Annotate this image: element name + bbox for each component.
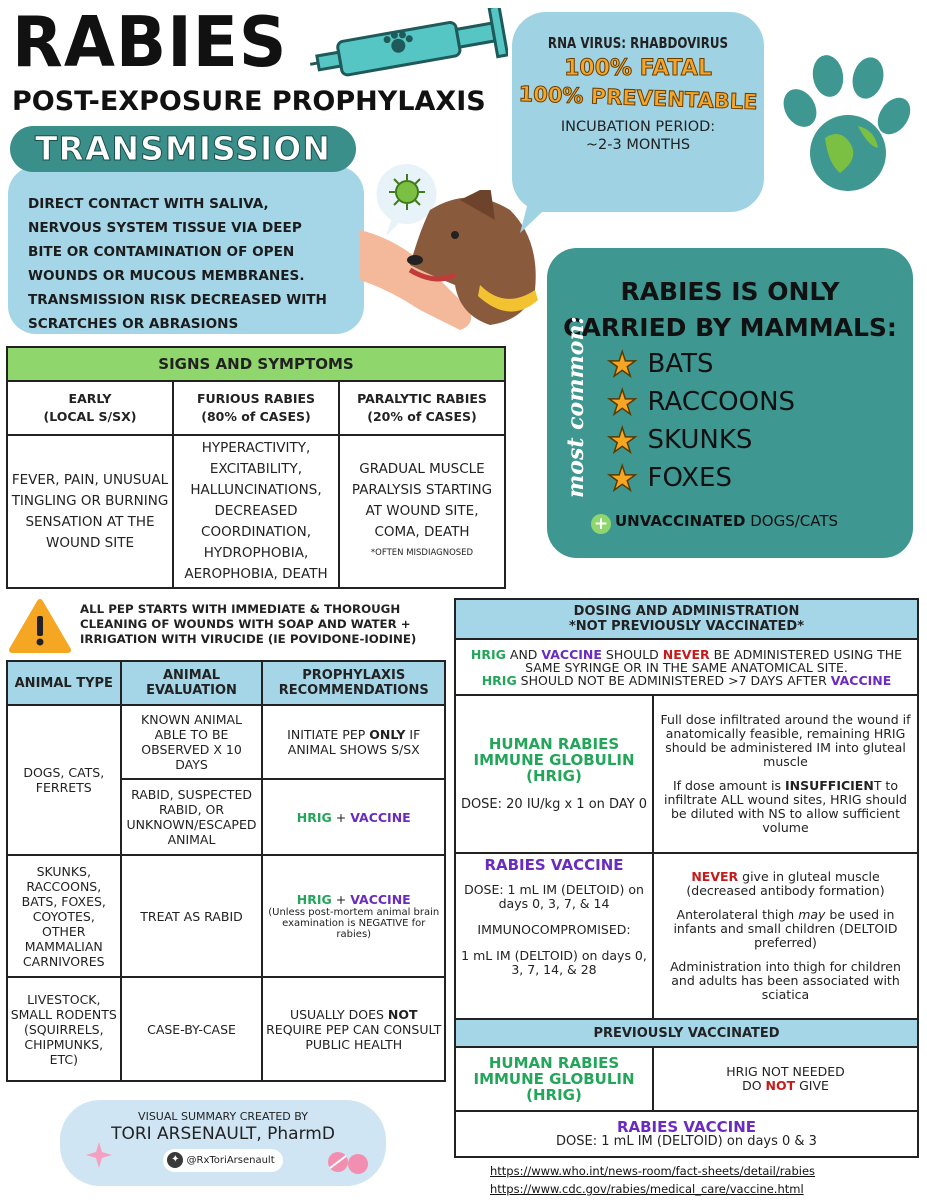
animal-eval-known: KNOWN ANIMAL ABLE TO BE OBSERVED X 10 DAYS <box>121 705 263 779</box>
mammals-heading-line1: RABIES IS ONLY <box>620 277 840 306</box>
animal-eval-header: ANIMAL EVALUATION <box>121 661 263 705</box>
signs-early-body: FEVER, PAIN, UNUSUAL TINGLING OR BURNING SENSATION AT THE WOUND SITE <box>7 435 173 588</box>
vaccine-name: RABIES VACCINE <box>484 856 624 874</box>
animal-table <box>6 660 446 1082</box>
vaccine-notes: NEVER give in gluteal muscle (decreased antibody formation) Anterolateral thigh may be used in infants and small children (DELTOID preferred) Administration into thigh for children and adults has been associated with sciatica <box>653 853 918 1019</box>
transmission-box <box>8 166 364 334</box>
prev-vaccine-dose: DOSE: 1 mL IM (DELTOID) on days 0 & 3 <box>556 1134 817 1149</box>
incubation-label: INCUBATION PERIOD: <box>560 118 716 135</box>
fatal-stat: 100% FATAL <box>564 56 712 81</box>
dosing-table <box>454 598 919 1158</box>
transmission-line: DIRECT CONTACT WITH SALIVA, <box>28 196 269 212</box>
star-icon: ★ <box>607 421 638 461</box>
signs-col-paralytic: PARALYTIC RABIES (20% of CASES) <box>339 381 505 435</box>
transmission-line: WOUNDS OR MUCOUS MEMBRANES. <box>28 268 305 284</box>
animal-type-wild: SKUNKS, RACCOONS, BATS, FOXES, COYOTES, OTHER MAMMALIAN CARNIVORES <box>7 855 121 977</box>
animal-eval-rabid: RABID, SUSPECTED RABID, OR UNKNOWN/ESCAPED ANIMAL <box>121 779 263 855</box>
bubble-tail <box>520 195 570 235</box>
wound-cleaning-note: ALL PEP STARTS WITH IMMEDIATE & THOROUGH CLEANING OF WOUNDS WITH SOAP AND WATER + IRRIGATION WITH VIRUCIDE (IE POVIDONE-IODINE) <box>80 602 417 646</box>
rec-hrig-vaccine-wild: HRIG + VACCINE (Unless post-mortem animal brain examination is NEGATIVE for rabies) <box>262 855 445 977</box>
most-common-label: most common: <box>563 316 589 498</box>
vaccine-dose: DOSE: 1 mL IM (DELTOID) on days 0, 3, 7, & 14 <box>464 882 644 911</box>
preventable-stat: 100% PREVENTABLE <box>518 82 758 115</box>
rec-usually-not: USUALLY DOES NOT REQUIRE PEP CAN CONSULT PUBLIC HEALTH <box>262 977 445 1081</box>
sparkle-icon <box>84 1140 114 1170</box>
twitter-icon: ✦ <box>167 1152 183 1168</box>
animal-type-livestock: LIVESTOCK, SMALL RODENTS (SQUIRRELS, CHIPMUNKS, ETC) <box>7 977 121 1081</box>
hrig-name: HUMAN RABIES IMMUNE GLOBULIN (HRIG) <box>473 735 635 785</box>
pill-icon <box>320 1148 380 1178</box>
incubation-value: ~2-3 MONTHS <box>585 137 691 154</box>
vaccine-immuno-label: IMMUNOCOMPROMISED: <box>477 922 631 937</box>
page-title: RABIES <box>12 2 288 83</box>
prev-vaccine-name: RABIES VACCINE <box>616 1118 757 1136</box>
transmission-line: TRANSMISSION RISK DECREASED WITH <box>28 292 327 308</box>
signs-col-early: EARLY (LOCAL S/SX) <box>7 381 173 435</box>
signs-furious-body: HYPERACTIVITY, EXCITABILITY, HALLUNCINATIONS, DECREASED COORDINATION, HYDROPHOBIA, AEROPHOBIA, DEATH <box>173 435 339 588</box>
signs-table <box>6 346 506 589</box>
mammals-heading-line2: CARRIED BY MAMMALS: <box>563 313 897 342</box>
signs-col-furious: FURIOUS RABIES (80% of CASES) <box>173 381 339 435</box>
vaccine-immuno-dose: 1 mL IM (DELTOID) on days 0, 3, 7, 14, & 28 <box>461 948 647 977</box>
mammal-item: ★ BATS <box>607 345 714 385</box>
animal-eval-treat-rabid: TREAT AS RABID <box>121 855 263 977</box>
unvaccinated-line: + UNVACCINATED DOGS/CATS <box>591 514 838 534</box>
virus-type: RNA VIRUS: RHABDOVIRUS <box>547 34 729 52</box>
star-icon: ★ <box>607 383 638 423</box>
dosing-warning: HRIG AND VACCINE SHOULD NEVER BE ADMINISTERED USING THE SAME SYRINGE OR IN THE SAME ANATOMICAL SITE. HRIG SHOULD NOT BE ADMINISTERED >7 DAYS AFTER VACCINE <box>455 639 918 695</box>
cdc-link[interactable]: https://www.cdc.gov/rabies/medical_care/vaccine.html <box>490 1182 804 1196</box>
animal-eval-case: CASE-BY-CASE <box>121 977 263 1081</box>
prev-vaccinated-heading: PREVIOUSLY VACCINATED <box>455 1019 918 1047</box>
reference-links <box>490 1162 815 1198</box>
transmission-heading: TRANSMISSION <box>10 126 356 172</box>
mammal-item: ★ SKUNKS <box>607 421 753 461</box>
credit-line1: VISUAL SUMMARY CREATED BY <box>138 1110 308 1123</box>
rec-hrig-vaccine: HRIG + VACCINE <box>262 779 445 855</box>
prev-hrig-name: HUMAN RABIES IMMUNE GLOBULIN (HRIG) <box>455 1047 653 1111</box>
syringe-icon <box>308 8 508 78</box>
hrig-notes: Full dose infiltrated around the wound if anatomically feasible, remaining HRIG should be administered IM into gluteal muscle If dose amount is INSUFFICIENT to infiltrate ALL wound sites, HRIG should be diluted with NS to allow sufficient volume <box>653 695 918 853</box>
star-icon: ★ <box>607 459 638 499</box>
transmission-line: SCRATCHES OR ABRASIONS <box>28 316 239 332</box>
mammal-item: ★ FOXES <box>607 459 732 499</box>
plus-circle-icon: + <box>591 514 611 534</box>
prophylaxis-header: PROPHYLAXIS RECOMMENDATIONS <box>262 661 445 705</box>
vaccine-cell <box>455 853 653 1019</box>
animal-type-header: ANIMAL TYPE <box>7 661 121 705</box>
mammals-box <box>547 248 913 558</box>
twitter-handle[interactable]: ✦ @RxToriArsenault <box>163 1149 282 1172</box>
rec-initiate-pep: INITIATE PEP ONLY IF ANIMAL SHOWS S/SX <box>262 705 445 779</box>
who-link[interactable]: https://www.who.int/news-room/fact-sheets/detail/rabies <box>490 1164 816 1178</box>
virus-info-bubble <box>512 12 764 212</box>
transmission-line: NERVOUS SYSTEM TISSUE VIA DEEP <box>28 220 302 236</box>
hrig-cell <box>455 695 653 853</box>
animal-type-dogs: DOGS, CATS, FERRETS <box>7 705 121 855</box>
warning-icon <box>8 598 72 654</box>
prev-vaccine-cell <box>455 1111 918 1157</box>
star-icon: ★ <box>607 345 638 385</box>
signs-heading: SIGNS AND SYMPTOMS <box>7 347 505 381</box>
prev-hrig-note: HRIG NOT NEEDED DO NOT GIVE <box>653 1047 918 1111</box>
paw-globe-icon <box>770 48 920 198</box>
dosing-heading: DOSING AND ADMINISTRATION *NOT PREVIOUSLY VACCINATED* <box>455 599 918 639</box>
page-subtitle: POST-EXPOSURE PROPHYLAXIS <box>12 86 486 117</box>
transmission-line: BITE OR CONTAMINATION OF OPEN <box>28 244 295 260</box>
hrig-dose: DOSE: 20 IU/kg x 1 on DAY 0 <box>460 797 648 812</box>
mammal-item: ★ RACCOONS <box>607 383 796 423</box>
signs-paralytic-body: GRADUAL MUSCLE PARALYSIS STARTING AT WOUND SITE, COMA, DEATH *OFTEN MISDIAGNOSED <box>339 435 505 588</box>
credit-author: TORI ARSENAULT, PharmD <box>111 1124 335 1145</box>
